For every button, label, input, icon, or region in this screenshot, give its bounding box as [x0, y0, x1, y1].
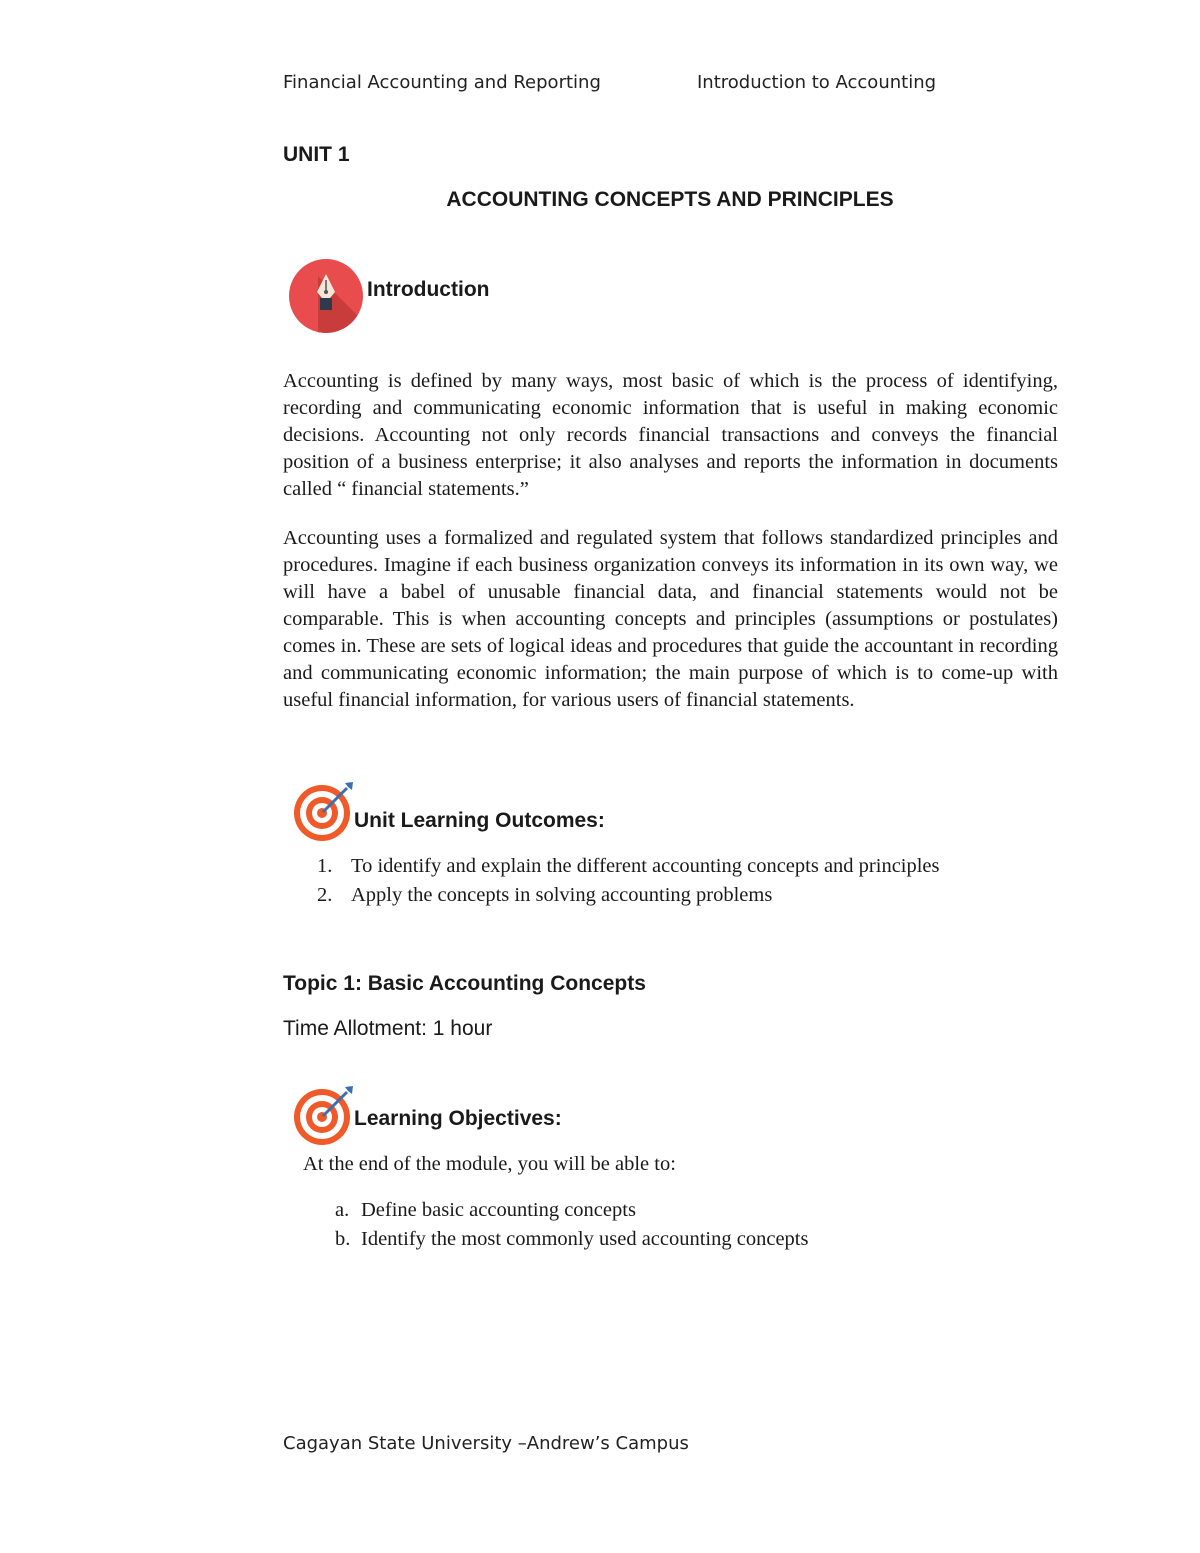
list-marker: b.: [335, 1228, 351, 1250]
footer-text: Cagayan State University –Andrew’s Campus: [283, 1433, 689, 1454]
list-item-text: Identify the most commonly used accounting concepts: [361, 1228, 809, 1250]
objectives-heading: Learning Objectives:: [354, 1107, 562, 1130]
list-marker: a.: [335, 1199, 350, 1221]
intro-paragraph-2: [283, 525, 1058, 714]
list-marker: 1.: [317, 855, 333, 877]
list-item: [335, 1225, 808, 1254]
objectives-list: [335, 1196, 808, 1254]
outcomes-heading: Unit Learning Outcomes:: [354, 809, 605, 832]
page-title: ACCOUNTING CONCEPTS AND PRINCIPLES: [446, 188, 894, 211]
list-item: [317, 852, 940, 881]
objectives-intro: At the end of the module, you will be able to:: [303, 1153, 676, 1175]
introduction-heading: Introduction: [367, 278, 490, 301]
unit-label: UNIT 1: [283, 143, 350, 166]
header-left: Financial Accounting and Reporting: [283, 72, 601, 93]
header-right: Introduction to Accounting: [697, 72, 937, 93]
list-item-text: Apply the concepts in solving accounting problems: [351, 884, 773, 906]
list-item-text: To identify and explain the different accounting concepts and principles: [351, 855, 940, 877]
target-icon: [293, 1084, 355, 1146]
outcomes-list: [317, 852, 940, 910]
list-item: [335, 1196, 808, 1225]
intro-paragraph-1-text: Accounting is defined by many ways, most basic of which is the process of identifying, recording and communicating economic information that is useful in making economic decisions. Accounting not only records financial transactions and conveys the financial position of a business enterprise; it also analyses and reports the information in documents called “ financial statements.”: [283, 370, 1058, 500]
intro-paragraph-1: [283, 368, 1058, 503]
time-allotment: Time Allotment: 1 hour: [283, 1017, 493, 1040]
list-item: [317, 881, 940, 910]
list-marker: 2.: [317, 884, 333, 906]
list-item-text: Define basic accounting concepts: [361, 1199, 636, 1221]
intro-paragraph-2-text: Accounting uses a formalized and regulated system that follows standardized principles and procedures. Imagine if each business organization conveys its information in its own way, we will have a babel of unusable financial data, and financial statements would not be comparable. This is when accounting concepts and principles (assumptions or postulates) comes in. These are sets of logical ideas and procedures that guide the accountant in recording and communicating economic information; the main purpose of which is to come-up with useful financial information, for various users of financial statements.: [283, 527, 1058, 711]
pen-nib-icon: [288, 258, 364, 334]
target-icon: [293, 780, 355, 842]
topic-heading: Topic 1: Basic Accounting Concepts: [283, 972, 646, 995]
